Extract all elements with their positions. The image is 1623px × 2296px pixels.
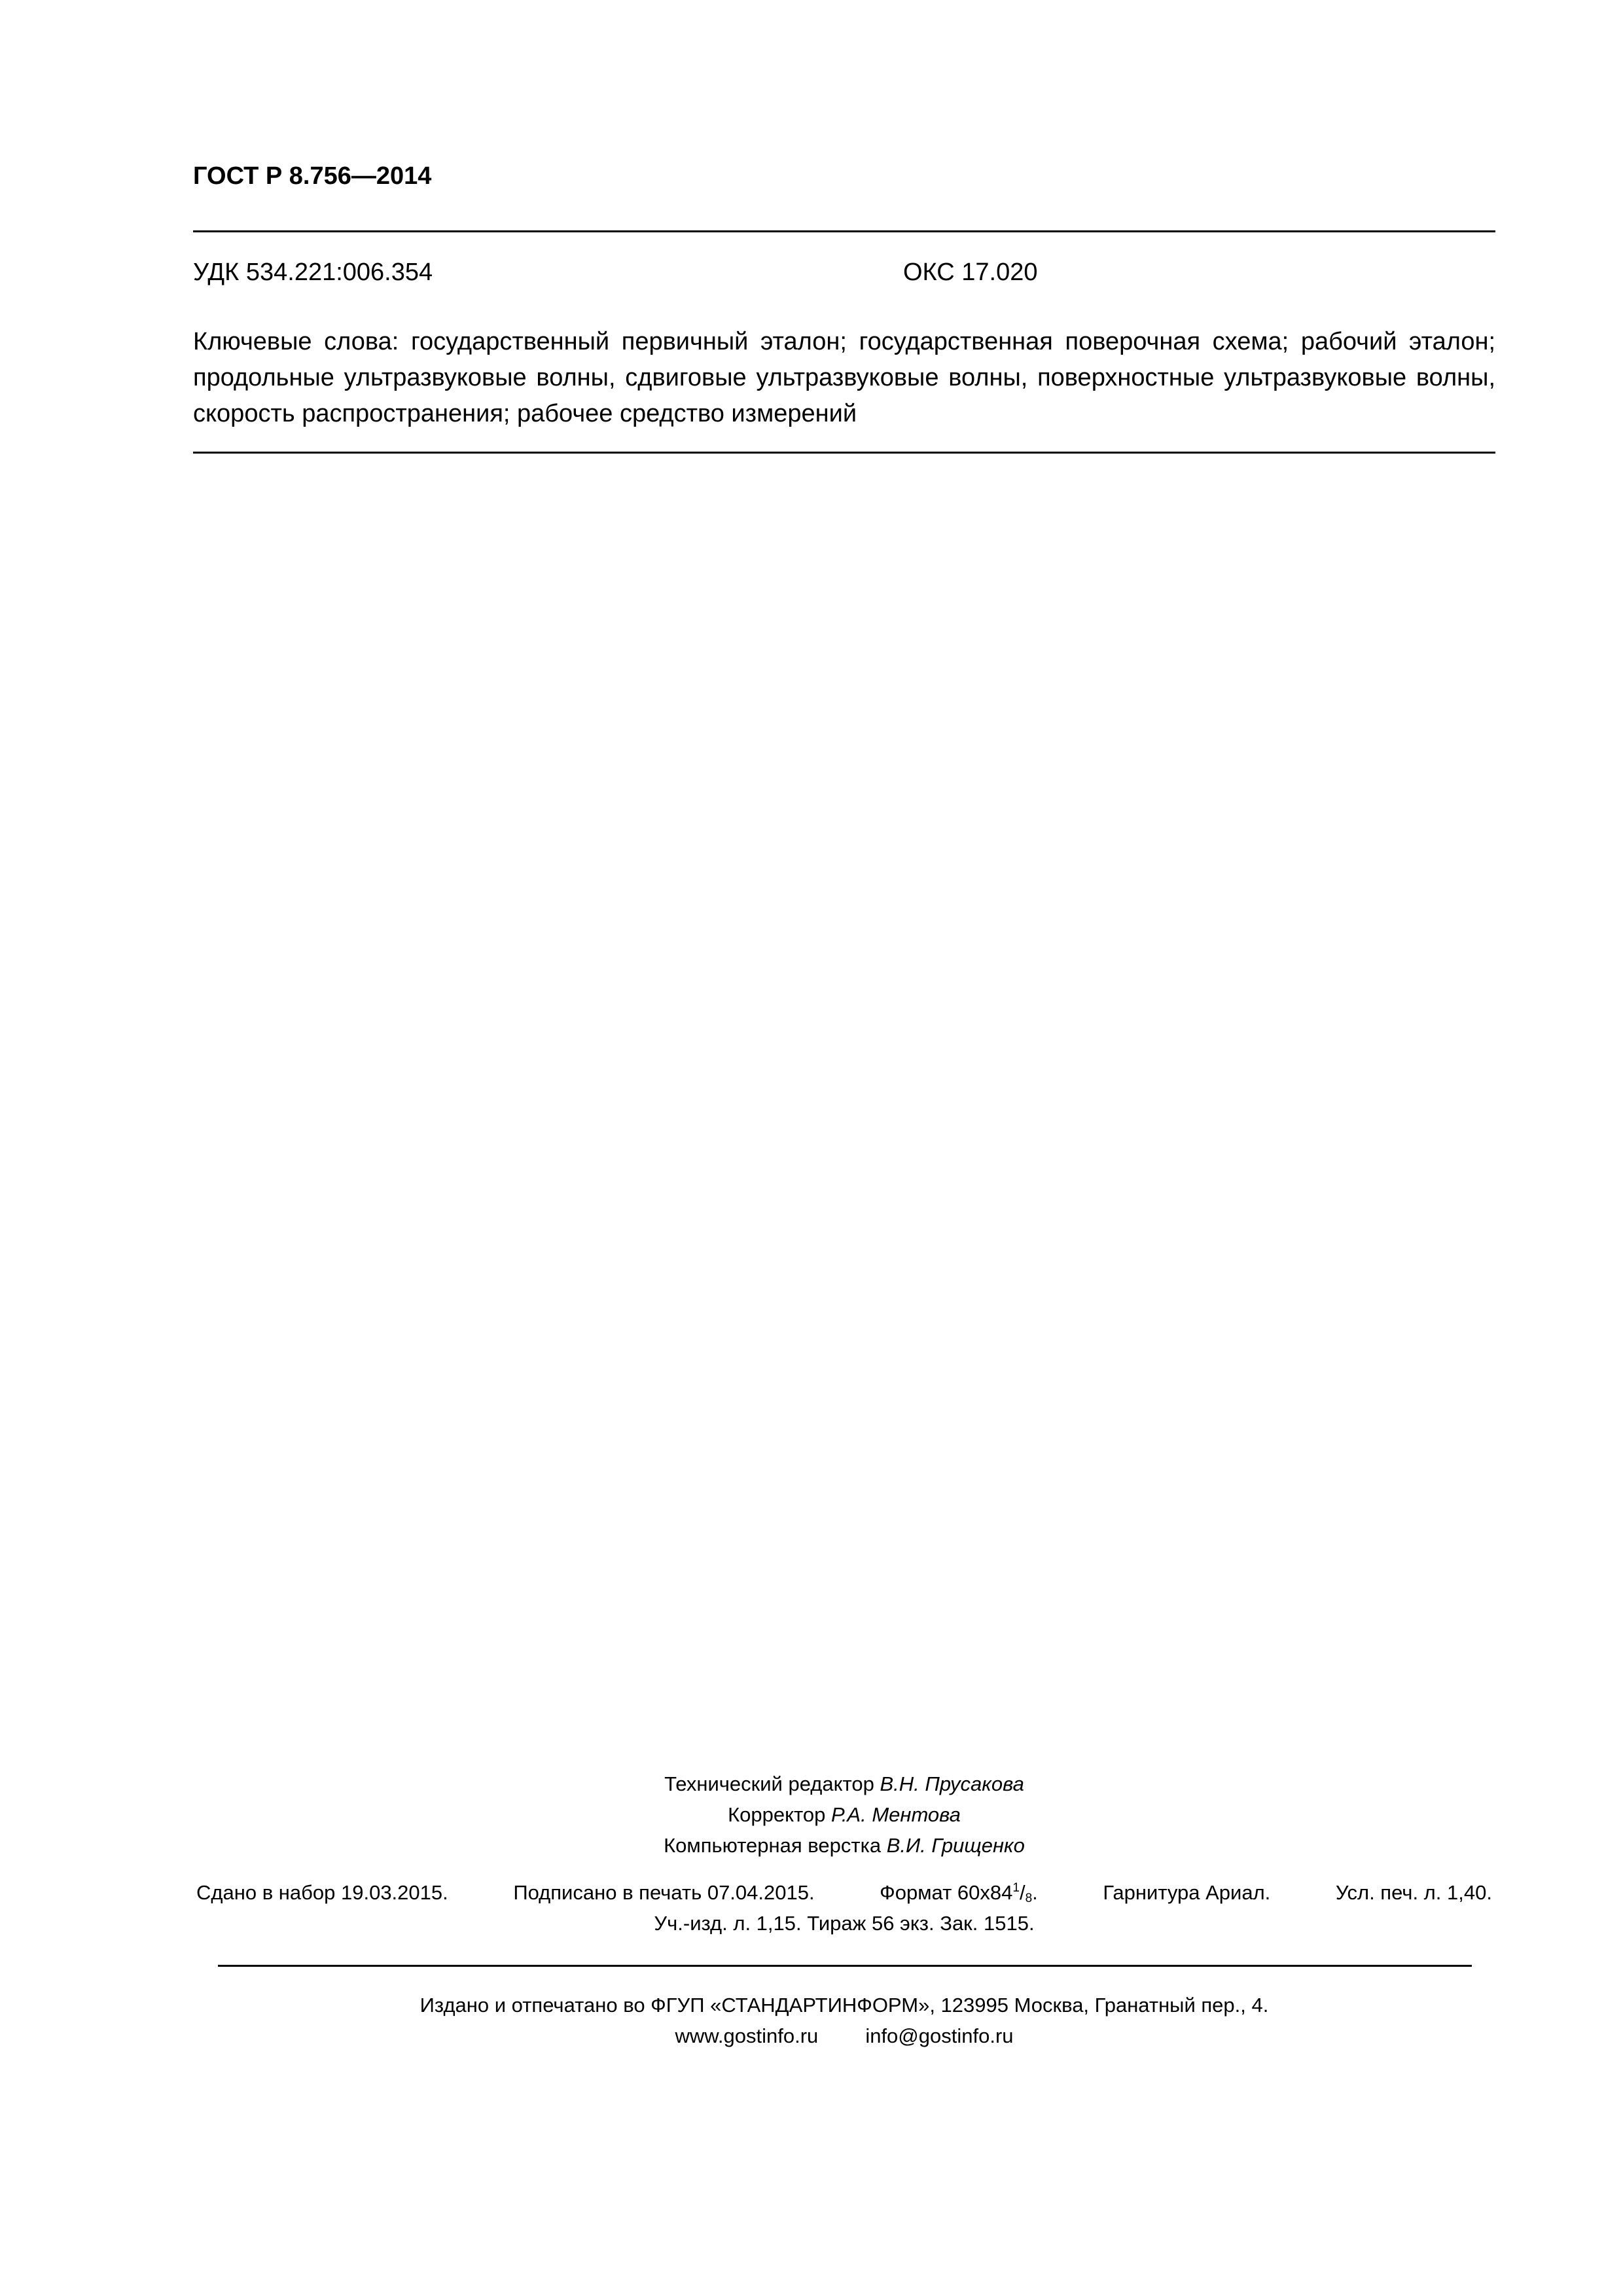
publisher-email-link[interactable]: info@gostinfo.ru [865,2024,1014,2047]
tech-editor-label: Технический редактор [664,1772,880,1795]
format-slash: / [1019,1881,1026,1904]
paper-format [880,1877,1038,1908]
tech-editor-line [576,1768,1113,1799]
format-numerator: 1 [1012,1881,1020,1895]
document-designation: ГОСТ Р 8.756—2014 [193,162,432,190]
corrector-label: Корректор [728,1803,831,1826]
imprint-block [196,1877,1492,1939]
publisher-contacts [196,2020,1492,2051]
format-prefix: Формат 60x84 [880,1881,1013,1904]
imprint-row [196,1877,1492,1908]
layout-label: Компьютерная верстка [664,1834,887,1857]
footer-divider [218,1965,1472,1967]
keywords-divider [193,452,1495,454]
print-sheets: Усл. печ. л. 1,40. [1335,1881,1492,1904]
publisher-website-link[interactable]: www.gostinfo.ru [675,2024,819,2047]
typeface: Гарнитура Ариал. [1103,1881,1271,1904]
top-divider [193,230,1495,232]
credits-block [576,1768,1113,1861]
submitted-date: Сдано в набор 19.03.2015. [196,1881,448,1904]
publisher-block [196,1990,1492,2051]
oks-code: ОКС 17.020 [903,259,1038,286]
imprint-second-line: Уч.-изд. л. 1,15. Тираж 56 экз. Зак. 1515. [654,1912,1035,1935]
layout-line [576,1830,1113,1861]
publisher-address: Издано и отпечатано во ФГУП «СТАНДАРТИНФОРМ», 123995 Москва, Гранатный пер., 4. [419,1994,1269,2017]
corrector-name: Р.А. Ментова [830,1803,961,1826]
layout-name: В.И. Грищенко [886,1834,1025,1857]
udk-code: УДК 534.221:006.354 [193,259,433,286]
signed-date: Подписано в печать 07.04.2015. [513,1881,815,1904]
tech-editor-name: В.Н. Прусакова [880,1772,1024,1795]
keywords-paragraph: Ключевые слова: государственный первичный эталон; государственная поверочная схема; рабочий эталон; продольные ультразвуковые волны, сдвиговые ультразвуковые волны, поверхностные ультразвуковые волны, скорость распространения; рабочее средство измерений [193,328,1495,427]
format-denominator: 8 [1025,1892,1033,1905]
format-suffix: . [1032,1881,1038,1904]
corrector-line [576,1799,1113,1830]
